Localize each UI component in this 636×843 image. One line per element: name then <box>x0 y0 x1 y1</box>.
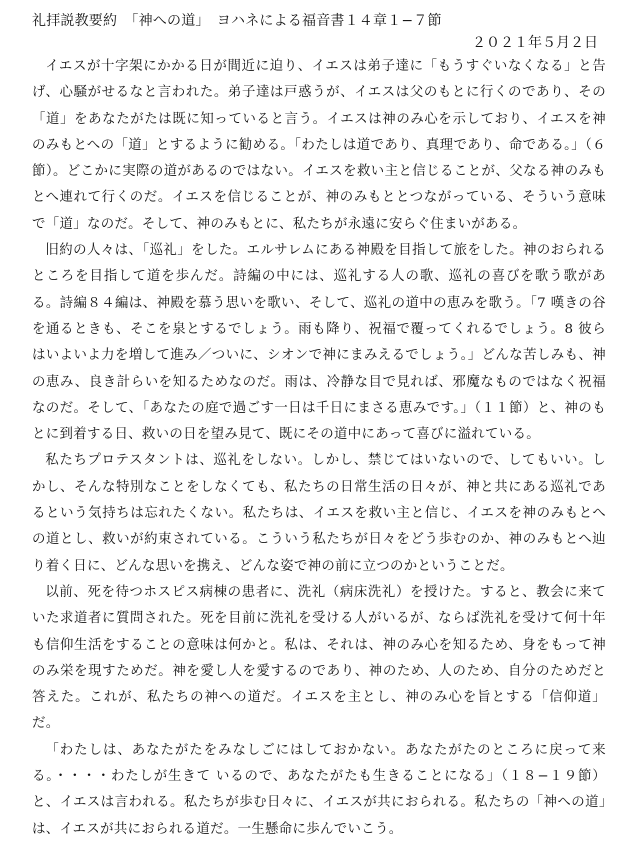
paragraph-3: 私たちプロテスタントは、巡礼をしない。しかし、禁じてはいないので、してもいい。しかし、そんな特別なことをしなくても、私たちの日常生活の日々が、神と共にある巡礼であるという気持ちは忘れたくない。私たちは、イエスを救い主と信じ、イエスを神のみもとへの道とし、救いが約束されている。こういう私たちが日々をどう歩むのか、神のみもとへ辿り着く日に、どんな思いを携え、どんな姿で神の前に立つのかということだ。 <box>32 453 606 574</box>
paragraph-4: 以前、死を待つホスピス病棟の患者に、洗礼（病床洗礼）を授けた。すると、教会に来ていた求道者に質問された。死を目前に洗礼を受ける人がいるが、ならば洗礼を受けて何十年も信仰生活をすることの意味は何かと。私は、それは、神のみ心を知るため、身をもって神のみ栄を現すためだ。神を愛し人を愛するのであり、神のため、人のため、自分のためだと答えた。これが、私たちの神への道だ。イエスを主とし、神のみ心を旨とする「信仰道」だ。 <box>32 584 606 732</box>
document-title: 礼拝説教要約 「神への道」 ヨハネによる福音書１４章１−７節 <box>32 13 442 29</box>
paragraph-5: 「わたしは、あなたがたをみなしごにはしておかない。あなたがたのところに戻って来る。・・・・わたしが生きて いるので、あなたがたも生きることになる」（１８−１９節）と、イエスは言われる。私たちが歩む日々に、イエスが共におられる。私たちの「神への道」は、イエスが共におられる道だ。一生懸命に歩んでいこう。 <box>32 742 606 837</box>
paragraph-1: イエスが十字架にかかる日が間近に迫り、イエスは弟子達に「もうすぐいなくなる」と告げ、心騒がせるなと言われた。弟子達は戸惑うが、イエスは父のもとに行くのであり、その「道」をあなたがたは既に知っていると言う。イエスは神のみ心を示しており、イエスを神のみもとへの「道」とするように勧める。「わたしは道であり、真理であり、命である。」（６節）。どこかに実際の道があるのではない。イエスを救い主と信じることが、父なる神のみもとへ連れて行くのだ。イエスを信じることが、神のみもととつながっている、そういう意味で「道」なのだ。そして、神のみもとに、私たちが永遠に安らぐ住まいがある。 <box>32 59 606 232</box>
sermon-date: ２０２１年５月２日 <box>472 35 598 51</box>
paragraph-2: 旧約の人々は、「巡礼」をした。エルサレムにある神殿を目指して旅をした。神のおられるところを目指して道を歩んだ。詩編の中には、巡礼する人の歌、巡礼の喜びを歌う歌がある。詩編８４編は、神殿を慕う思いを歌い、そして、巡礼の道中の恵みを歌う。「7 嘆きの谷を通るときも、そこを泉とするでしょう。雨も降り、祝福で覆ってくれるでしょう。8 彼らはいよいよ力を増して進み／ついに、シオンで神にまみえるでしょう。」どんな苦しみも、神の恵み、良き計らいを知るためなのだ。雨は、冷静な目で見れば、邪魔なものではなく祝福なのだ。そして、「あなたの庭で過ごす一日は千日にまさる恵みです。」（１１節）と、神のもとに到着する日、救いの日を望み見て、既にその道中にあって喜びに溢れている。 <box>32 243 606 443</box>
